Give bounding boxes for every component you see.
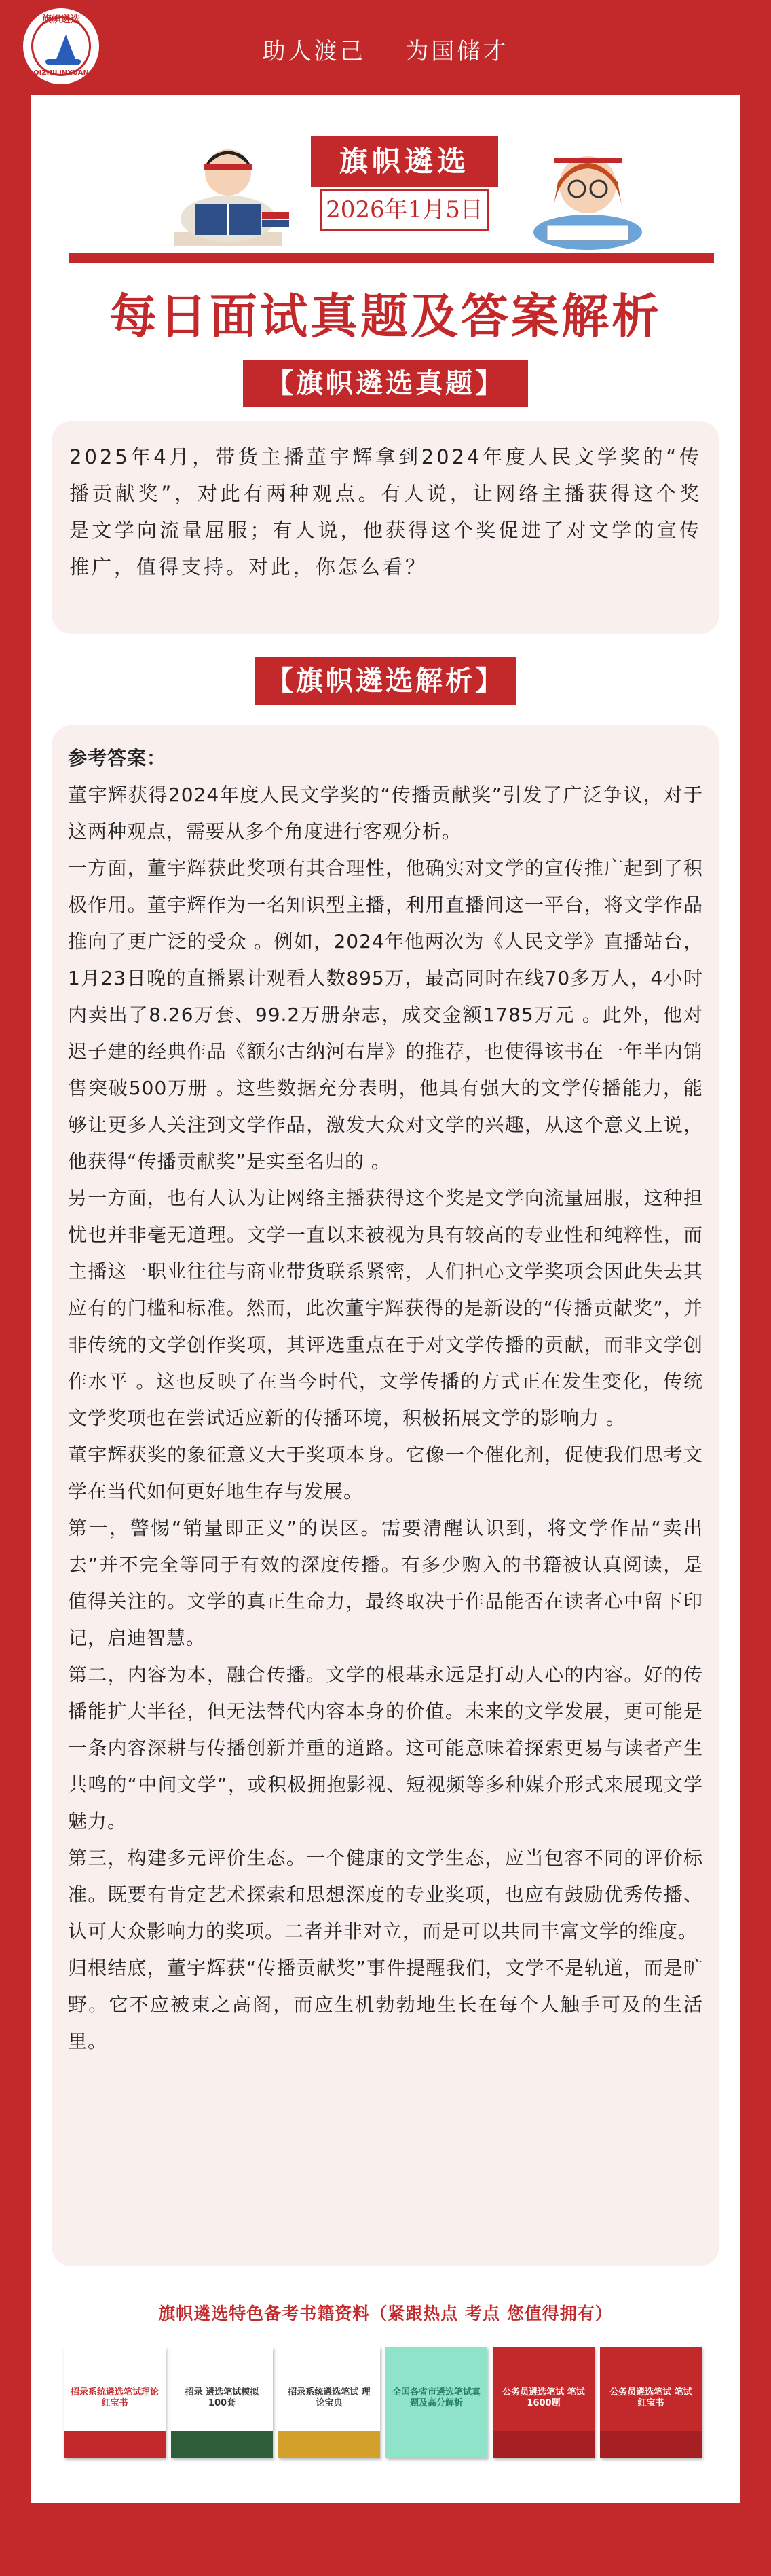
answer-paragraph: 第二，内容为本，融合传播。文学的根基永远是打动人心的内容。好的传播能扩大半径，但无法替代内容本身的价值。未来的文学发展，更可能是一条内容深耕与传播创新并重的道路。这可能意味着探索更易与读者产生共鸣的“中间文学”，或积极拥抱影视、短视频等多种媒介形式来展现文学魅力。: [68, 1663, 703, 1833]
hero-divider: [69, 253, 714, 263]
books-title: 旗帜遴选特色备考书籍资料（紧跟热点 考点 您值得拥有）: [158, 2304, 613, 2323]
book-gallery: [64, 2347, 702, 2462]
hero-banner: [31, 95, 740, 272]
answer-paragraph: 归根结底，董宇辉获“传播贡献奖”事件提醒我们，文学不是轨道，而是旷野。它不应被束之高阁，而应生机勃勃地生长在每个人触手可及的生活里。: [68, 1957, 703, 2053]
answer-box: [52, 725, 719, 2266]
answer-paragraph: 另一方面，也有人认为让网络主播获得这个奖是文学向流量屈服，这种担忧也并非毫无道理。文学一直以来被视为具有较高的专业性和纯粹性，而主播这一职业往往与商业带货联系紧密，人们担心文学奖项会因此失去其应有的门槛和标准。然而，此次董宇辉获得的是新设的“传播贡献奖”，并非传统的文学创作奖项，其评选重点在于对文学传播的贡献，而非文学创作水平 。这也反映了在当今时代，文学传播的方式正在发生变化，传统文学奖项也在尝试适应新的传播环境，积极拓展文学的影响力 。: [68, 1187, 703, 1429]
header: [0, 0, 771, 95]
logo-top-text: 旗帜遴选: [42, 14, 80, 25]
slogan-right: 为国储才: [405, 38, 509, 65]
answer-section-tag: 【旗帜遴选解析】: [255, 657, 516, 705]
answer-paragraph: 第一，警惕“销量即正义”的误区。需要清醒认识到，将文学作品“卖出去”并不完全等同于有效的深度传播。有多少购入的书籍被认真阅读，是值得关注的。文学的真正生命力，最终取决于作品能否在读者心中留下印记，启迪智慧。: [68, 1517, 703, 1649]
answer-paragraph: 一方面，董宇辉获此奖项有其合理性，他确实对文学的宣传推广起到了积极作用。董宇辉作为一名知识型主播，利用直播间这一平台，将文学作品推向了更广泛的受众 。例如，2024年他两次为《人民文学》直播站台，1月23日晚的直播累计观看人数895万，最高同时在线70多万人，4小时内卖出了8.26万套、99.2万册杂志，成交金额1785万元 。此外，他对迟子建的经典作品《额尔古纳河右岸》的推荐，也使得该书在一年半内销售突破500万册 。这些数据充分表明，他具有强大的文学传播能力，能够让更多人关注到文学作品，激发大众对文学的兴趣，从这个意义上说，他获得“传播贡献奖”是实至名归的 。: [68, 857, 703, 1173]
student-reading-illustration: [160, 130, 296, 250]
question-text: 2025年4月，带货主播董宇辉拿到2024年度人民文学奖的“传播贡献奖”，对此有两种观点。有人说，让网络主播获得这个奖是文学向流量屈服；有人说，他获得这个奖促进了对文学的宣传推广，值得支持。对此，你怎么看？: [69, 445, 702, 578]
hero-badge: 旗帜遴选: [311, 136, 498, 187]
book-cover[interactable]: [64, 2347, 166, 2458]
answer-label: 参考答案：: [68, 747, 167, 769]
book-band: [171, 2431, 273, 2458]
question-section-tag: 【旗帜遴选真题】: [243, 360, 528, 407]
book-band: [600, 2431, 702, 2458]
answer-paragraph: 董宇辉获得2024年度人民文学奖的“传播贡献奖”引发了广泛争议，对于这两种观点，需要从多个角度进行客观分析。: [68, 784, 703, 843]
book-cover[interactable]: [600, 2347, 702, 2458]
book-band: [386, 2431, 487, 2458]
slogan-left: 助人渡己: [262, 38, 366, 65]
book-title: 招录系统遴选笔试 理论宝典: [288, 2387, 371, 2408]
book-title: 公务员遴选笔试 笔试1600题: [502, 2387, 585, 2408]
book-cover[interactable]: [278, 2347, 380, 2458]
question-box: [52, 421, 719, 634]
book-title: 招录 遴选笔试模拟100套: [185, 2387, 259, 2408]
slogan: [0, 33, 771, 66]
book-band: [278, 2431, 380, 2458]
book-cover[interactable]: [493, 2347, 595, 2458]
answer-text: [68, 740, 703, 2060]
book-band: [493, 2431, 595, 2458]
answer-paragraph: 董宇辉获奖的象征意义大于奖项本身。它像一个催化剂，促使我们思考文学在当代如何更好地生存与发展。: [68, 1443, 703, 1503]
book-cover[interactable]: [386, 2347, 487, 2458]
girl-writing-illustration: [506, 130, 662, 250]
hero-date: 2026年1月5日: [320, 189, 489, 231]
logo-bottom-text: QIZHILINXUAN: [33, 69, 89, 77]
book-title: 招录系统遴选笔试理论红宝书: [70, 2387, 159, 2408]
answer-paragraph: 第三，构建多元评价生态。一个健康的文学生态，应当包容不同的评价标准。既要有肯定艺术探索和思想深度的专业奖项，也应有鼓励优秀传播、认可大众影响力的奖项。二者并非对立，而是可以共同丰富文学的维度。: [68, 1847, 703, 1943]
book-cover[interactable]: [171, 2347, 273, 2458]
book-band: [64, 2431, 166, 2458]
content-card: [31, 95, 740, 2503]
page-title: 每日面试真题及答案解析: [109, 289, 662, 344]
book-title: 全国各省市遴选笔试真题及高分解析: [392, 2387, 481, 2408]
book-title: 公务员遴选笔试 笔试红宝书: [609, 2387, 692, 2408]
